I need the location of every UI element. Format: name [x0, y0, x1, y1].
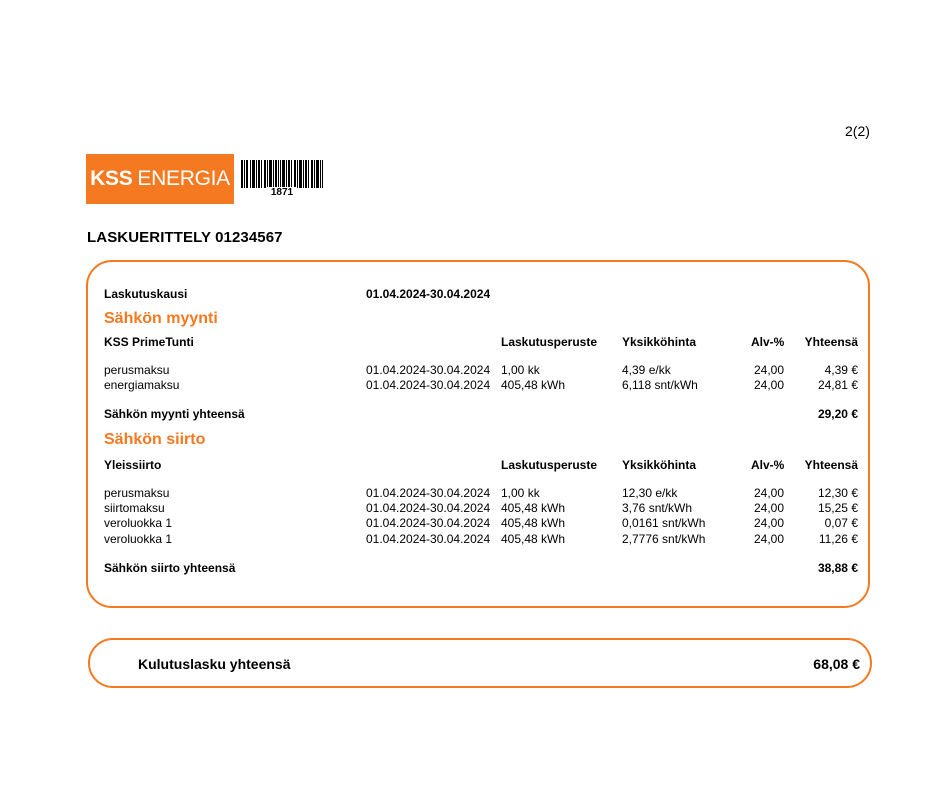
transfer-col-total: Yhteensä [804, 458, 858, 472]
row-total: 0,07 € [824, 516, 858, 530]
sales-section-title: Sähkön myynti [104, 310, 218, 327]
row-basis: 405,48 kWh [501, 532, 566, 546]
row-basis: 405,48 kWh [501, 516, 566, 530]
row-unit-price: 0,0161 snt/kWh [622, 516, 706, 530]
row-unit-price: 4,39 e/kk [622, 363, 671, 377]
row-vat: 24,00 [753, 501, 784, 515]
row-name: energiamaksu [104, 378, 180, 392]
transfer-col-unit-price: Yksikköhinta [622, 458, 697, 472]
row-basis: 1,00 kk [501, 486, 540, 500]
row-unit-price: 3,76 snt/kWh [622, 501, 693, 515]
row-total: 11,26 € [818, 532, 858, 546]
grand-total-label: Kulutuslasku yhteensä [138, 656, 291, 672]
barcode-icon [241, 160, 323, 188]
logo-bold-text: KSS [90, 167, 133, 190]
row-name: veroluokka 1 [104, 532, 173, 546]
row-total: 24,81 € [817, 378, 858, 392]
row-vat: 24,00 [753, 516, 784, 530]
row-period: 01.04.2024-30.04.2024 [366, 363, 491, 377]
row-total: 4,39 € [824, 363, 858, 377]
company-logo [86, 154, 234, 204]
row-period: 01.04.2024-30.04.2024 [366, 378, 491, 392]
row-unit-price: 6,118 snt/kWh [622, 378, 698, 392]
row-vat: 24,00 [753, 486, 784, 500]
document-title: LASKUERITTELY 01234567 [87, 229, 283, 246]
barcode-number: 1871 [267, 187, 297, 199]
row-vat: 24,00 [753, 532, 784, 546]
row-basis: 405,48 kWh [501, 501, 566, 515]
row-vat: 24,00 [753, 378, 784, 392]
sales-product: KSS PrimeTunti [104, 335, 194, 349]
billing-period-value: 01.04.2024-30.04.2024 [366, 287, 491, 301]
sales-total-value: 29,20 € [817, 407, 858, 421]
sales-col-vat: Alv-% [751, 335, 785, 349]
row-vat: 24,00 [753, 363, 784, 377]
sales-col-total: Yhteensä [804, 335, 858, 349]
row-name: perusmaksu [104, 363, 170, 377]
row-name: veroluokka 1 [104, 516, 173, 530]
transfer-col-vat: Alv-% [751, 458, 785, 472]
row-unit-price: 2,7776 snt/kWh [622, 532, 706, 546]
row-period: 01.04.2024-30.04.2024 [366, 516, 491, 530]
row-period: 01.04.2024-30.04.2024 [366, 532, 491, 546]
transfer-section-title: Sähkön siirto [104, 431, 206, 448]
row-period: 01.04.2024-30.04.2024 [366, 486, 491, 500]
sales-col-basis: Laskutusperuste [501, 335, 598, 349]
row-period: 01.04.2024-30.04.2024 [366, 501, 491, 515]
row-name: perusmaksu [104, 486, 170, 500]
transfer-total-value: 38,88 € [817, 561, 858, 575]
transfer-total-label: Sähkön siirto yhteensä [104, 561, 236, 575]
row-unit-price: 12,30 e/kk [622, 486, 678, 500]
billing-period-label: Laskutuskausi [104, 287, 188, 301]
row-basis: 1,00 kk [501, 363, 540, 377]
grand-total-value: 68,08 € [813, 656, 860, 672]
barcode [241, 160, 323, 200]
logo-light-text: ENERGIA [137, 167, 230, 190]
row-name: siirtomaksu [104, 501, 165, 515]
sales-total-label: Sähkön myynti yhteensä [104, 407, 245, 421]
sales-col-unit-price: Yksikköhinta [622, 335, 697, 349]
transfer-product: Yleissiirto [104, 458, 162, 472]
transfer-col-basis: Laskutusperuste [501, 458, 598, 472]
row-basis: 405,48 kWh [501, 378, 566, 392]
row-total: 15,25 € [817, 501, 858, 515]
row-total: 12,30 € [817, 486, 858, 500]
page-number: 2(2) [845, 123, 870, 139]
